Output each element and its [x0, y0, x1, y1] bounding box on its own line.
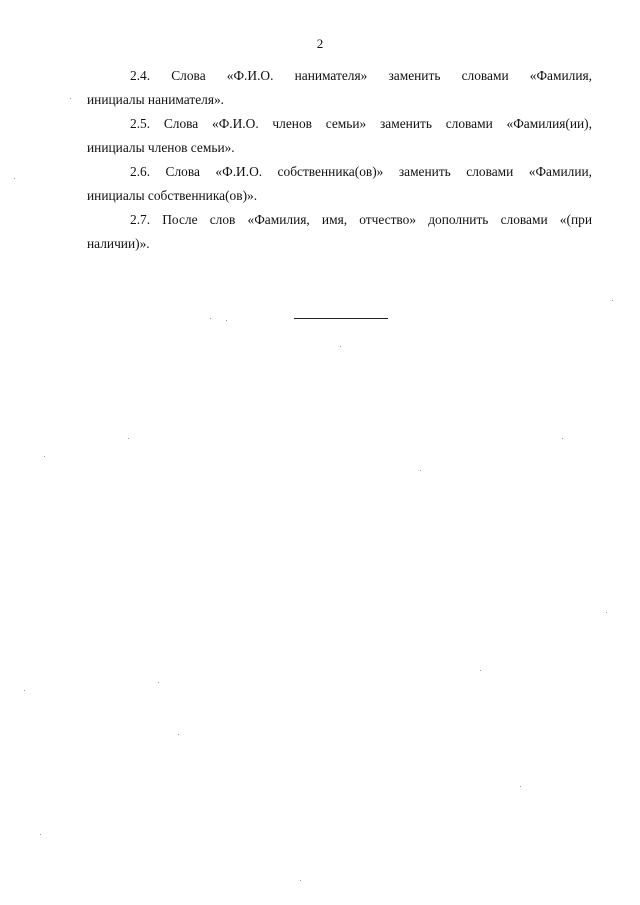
scan-speck: [520, 786, 521, 787]
scan-speck: [420, 470, 421, 471]
scan-speck: [562, 438, 563, 439]
paragraph-2-4-line-2: инициалы нанимателя».: [87, 92, 225, 107]
paragraph-2-4: [87, 64, 592, 112]
scan-speck: [14, 178, 15, 179]
scan-speck: [158, 682, 159, 683]
document-body: [87, 64, 592, 256]
scan-speck: [24, 690, 25, 691]
scan-speck: [44, 456, 45, 457]
paragraph-2-5: [87, 112, 592, 160]
paragraph-2-7-line-2: наличии)».: [87, 236, 150, 251]
paragraph-2-6-line-2: инициалы собственника(ов)».: [87, 188, 258, 203]
paragraph-2-5-line-1: 2.5. Слова «Ф.И.О. членов семьи» заменить словами «Фамилия(ии),: [130, 116, 592, 131]
scan-speck: [70, 98, 71, 99]
paragraph-2-4-line-1: 2.4. Слова «Ф.И.О. нанимателя» заменить словами «Фамилия,: [130, 68, 592, 83]
paragraph-2-7-line-1: 2.7. После слов «Фамилия, имя, отчество» дополнить словами «(при: [130, 212, 592, 227]
scan-speck: [210, 318, 211, 319]
scan-speck: [612, 300, 613, 301]
page-number: 2: [316, 36, 324, 51]
scan-speck: [340, 346, 341, 347]
scan-speck: [178, 734, 179, 735]
scan-speck: [128, 438, 129, 439]
scan-speck: [480, 670, 481, 671]
scan-speck: [226, 320, 227, 321]
paragraph-2-7: [87, 208, 592, 256]
paragraph-2-6-line-1: 2.6. Слова «Ф.И.О. собственника(ов)» заменить словами «Фамилии,: [130, 164, 592, 179]
closing-separator-line: [294, 318, 388, 319]
scan-speck: [40, 834, 41, 835]
paragraph-2-6: [87, 160, 592, 208]
scan-speck: [300, 880, 301, 881]
scan-speck: [606, 612, 607, 613]
paragraph-2-5-line-2: инициалы членов семьи».: [87, 140, 235, 155]
